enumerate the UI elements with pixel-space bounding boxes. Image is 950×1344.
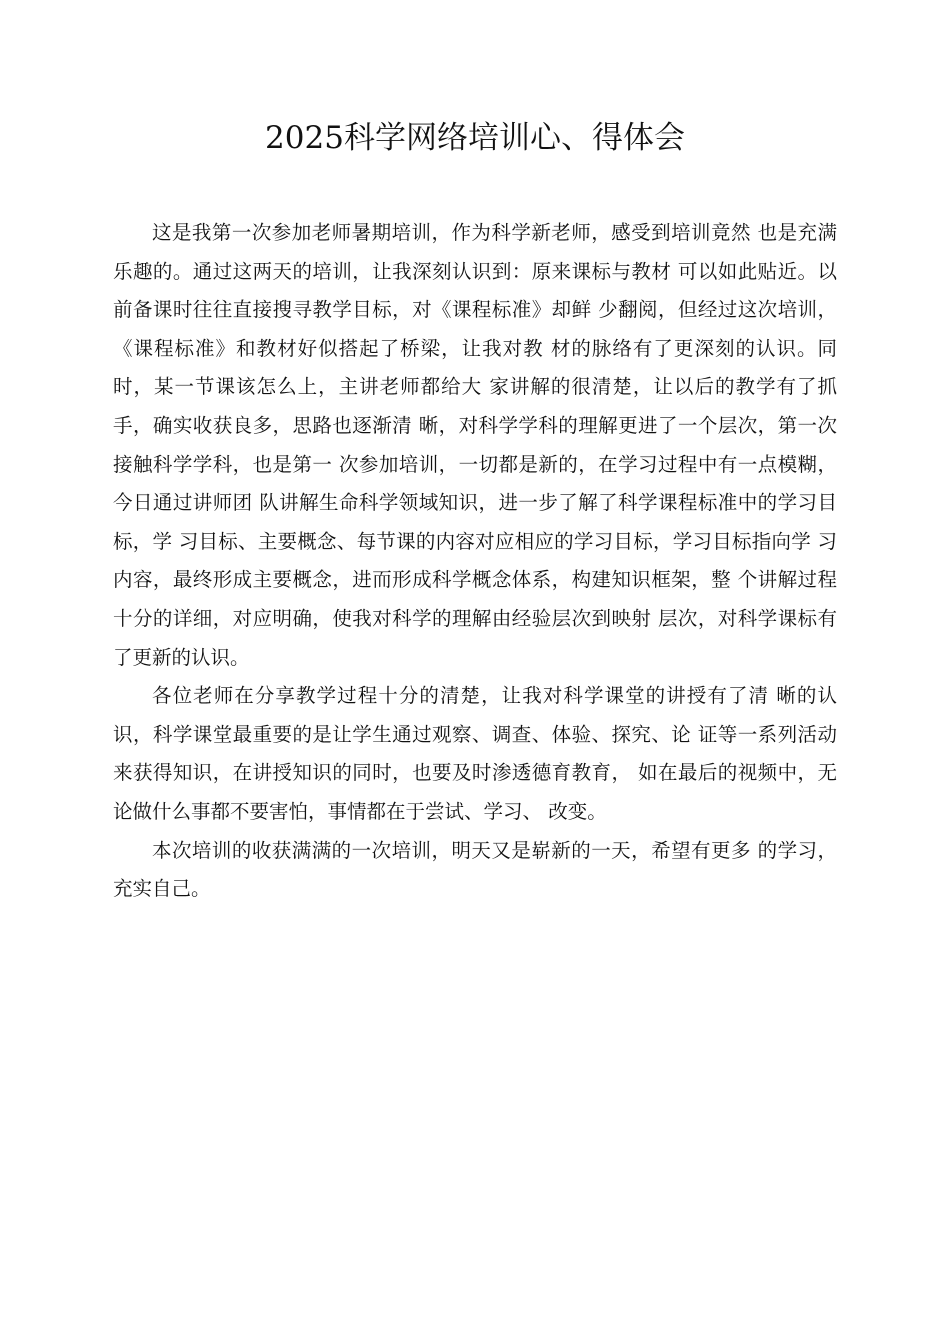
document-body	[113, 214, 837, 909]
document-title: 2025科学网络培训心、得体会	[265, 120, 685, 156]
paragraph-3: 本次培训的收获满满的一次培训，明天又是崭新的一天，希望有更多 的学习，充实自己。	[113, 838, 837, 901]
paragraph-2: 各位老师在分享教学过程十分的清楚，让我对科学课堂的讲授有了清 晰的认识，科学课堂最重要的是让学生通过观察、调查、体验、探究、论 证等一系列活动来获得知识，在讲授知识的同时，也要及时渗透德育教育， 如在最后的视频中，无论做什么事都不要害怕，事情都在于尝试、学习、 改变。	[113, 684, 837, 823]
paragraph-1: 这是我第一次参加老师暑期培训，作为科学新老师，感受到培训竟然 也是充满乐趣的。通过这两天的培训，让我深刻认识到：原来课标与教材 可以如此贴近。以前备课时往往直接搜寻教学目标，对《课程标准》却鲜 少翻阅，但经过这次培训，《课程标准》和教材好似搭起了桥梁，让我对教 材的脉络有了更深刻的认识。同时，某一节课该怎么上，主讲老师都给大 家讲解的很清楚，让以后的教学有了抓手，确实收获良多，思路也逐渐清 晰，对科学学科的理解更进了一个层次，第一次接触科学学科，也是第一 次参加培训，一切都是新的，在学习过程中有一点模糊，今日通过讲师团 队讲解生命科学领域知识，进一步了解了科学课程标准中的学习目标，学 习目标、主要概念、每节课的内容对应相应的学习目标，学习目标指向学 习内容，最终形成主要概念，进而形成科学概念体系，构建知识框架，整 个讲解过程十分的详细，对应明确，使我对科学的理解由经验层次到映射 层次，对科学课标有了更新的认识。	[113, 221, 837, 669]
